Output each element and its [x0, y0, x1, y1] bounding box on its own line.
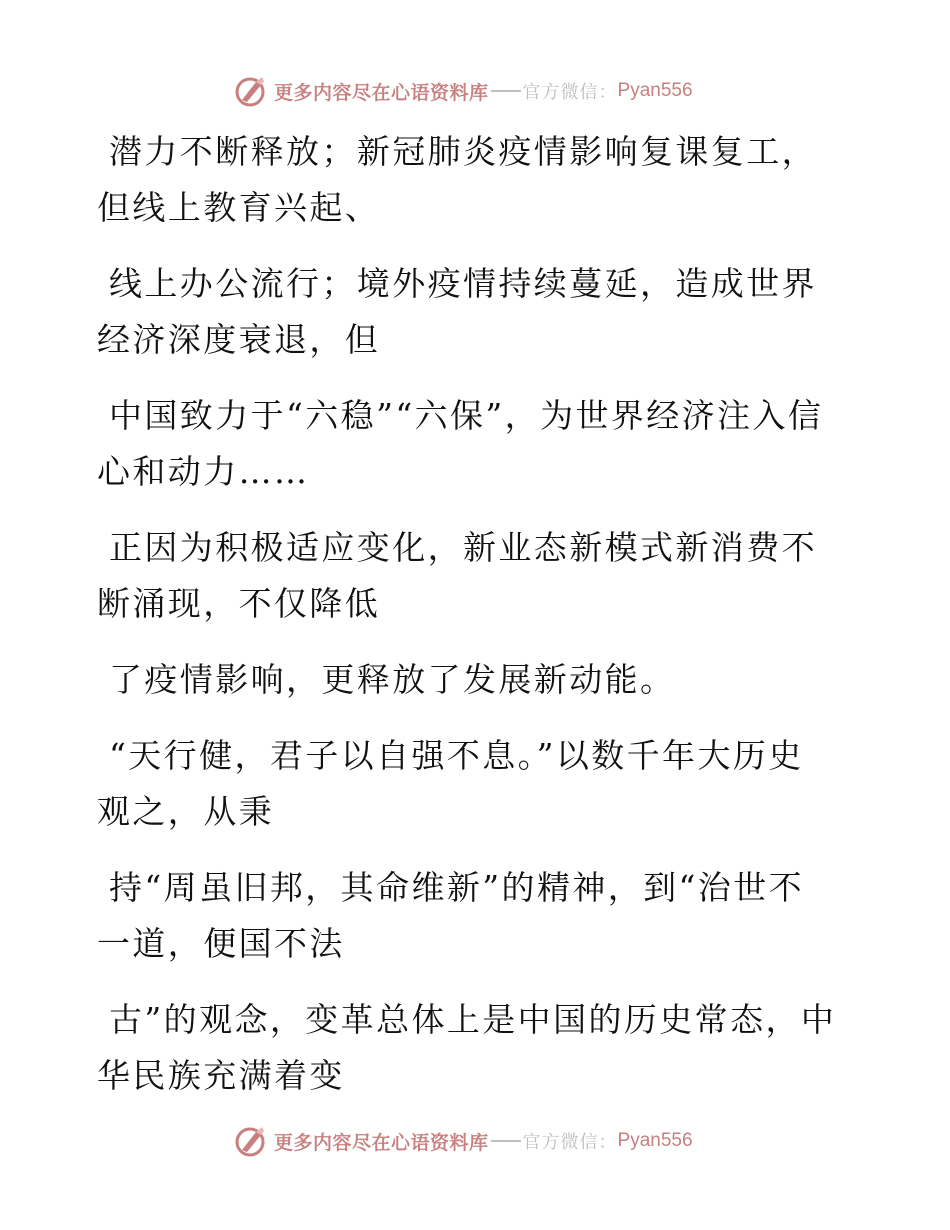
pen-nib-circle-icon	[232, 1123, 268, 1159]
paragraph-7: 持“周虽旧邦，其命维新”的精神，到“治世不一道，便国不法	[97, 868, 805, 963]
paragraph-6: “天行健，君子以自强不息。”以数千年大历史观之，从秉	[97, 736, 804, 831]
watermark-dash	[491, 90, 521, 92]
watermark-label: 官方微信：	[522, 82, 618, 103]
watermark-site-text: 更多内容尽在心语资料库	[274, 81, 489, 104]
paragraph-5: 了疫情影响，更释放了发展新动能。	[109, 660, 676, 699]
paragraph-8: 古”的观念，变革总体上是中国的历史常态，中华民族充满着变	[97, 1000, 837, 1095]
paragraph-1: 潜力不断释放；新冠肺炎疫情影响复课复工，但线上教育兴起、	[97, 132, 817, 227]
paragraph-4: 正因为积极适应变化，新业态新模式新消费不断涌现，不仅降低	[97, 528, 817, 623]
watermark-dash	[491, 1140, 521, 1142]
watermark-wechat-id: Pyan556	[617, 1130, 693, 1151]
paragraph-3: 中国致力于“六稳”“六保”，为世界经济注入信心和动力……	[97, 396, 824, 491]
watermark-label: 官方微信：	[522, 1132, 618, 1153]
pen-nib-circle-icon	[232, 73, 268, 109]
footer-watermark	[232, 1121, 693, 1161]
header-watermark	[232, 71, 693, 111]
watermark-site-text: 更多内容尽在心语资料库	[274, 1131, 489, 1154]
document-body	[97, 124, 837, 1124]
paragraph-2: 线上办公流行；境外疫情持续蔓延，造成世界经济深度衰退，但	[97, 264, 817, 359]
watermark-wechat-id: Pyan556	[617, 80, 693, 101]
